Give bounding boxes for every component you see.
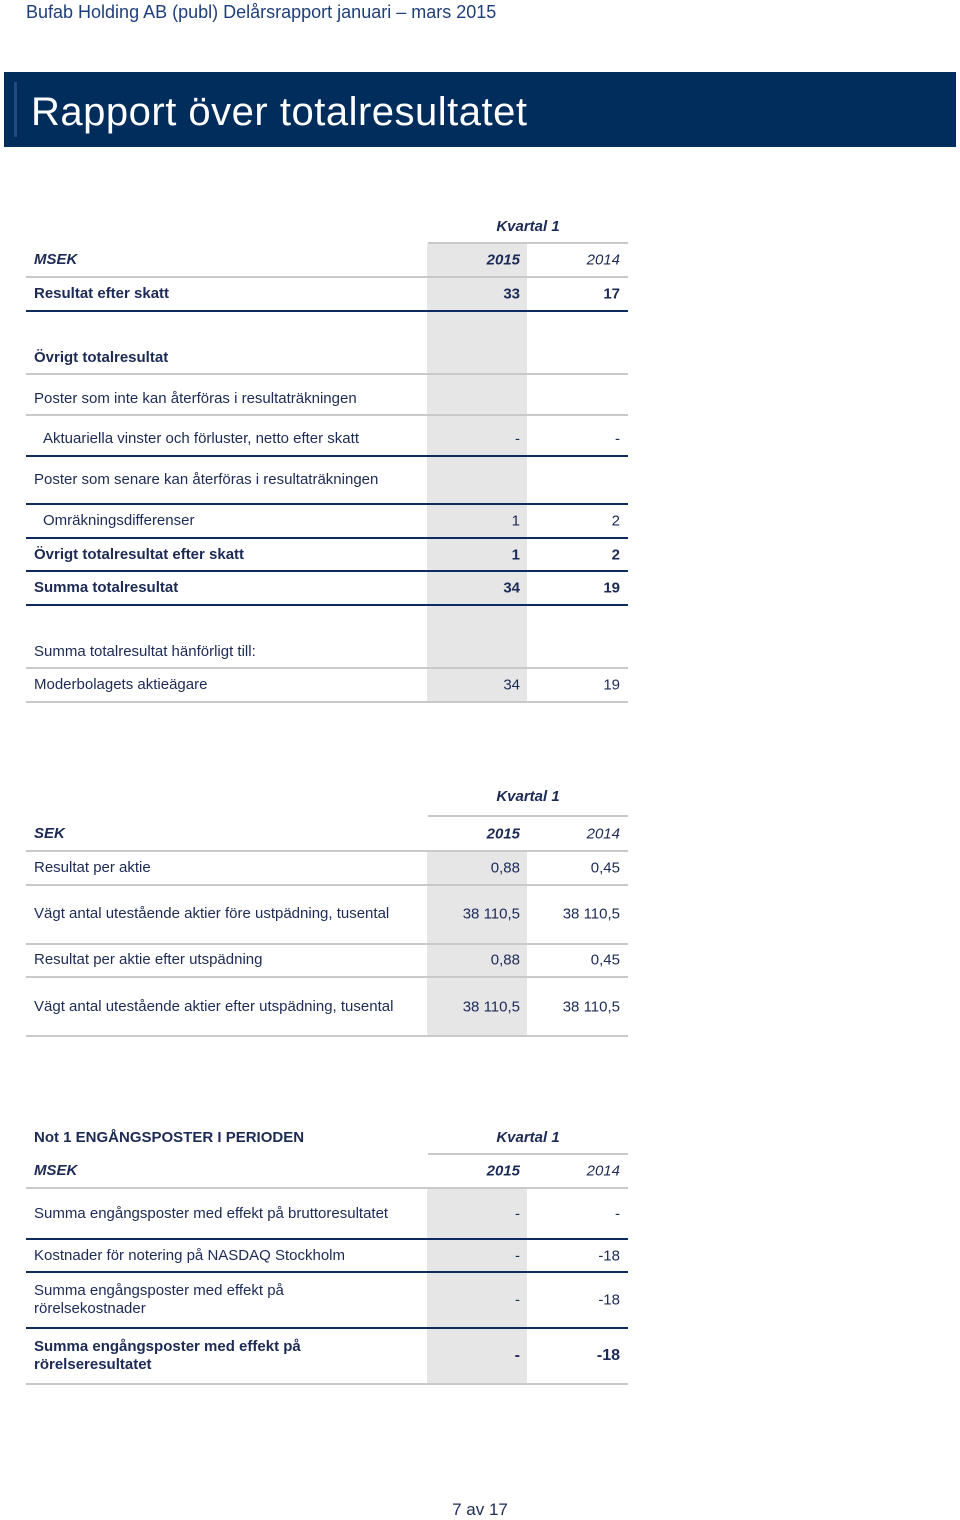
row-label: Summa totalresultat hänförligt till: xyxy=(34,643,256,660)
value-2014: -18 xyxy=(596,1347,620,1364)
row-label: Vägt antal utestående aktier efter utspädning, tusental xyxy=(34,998,394,1015)
page-header: Bufab Holding AB (publ) Delårsrapport januari – mars 2015 xyxy=(26,2,497,22)
table-row xyxy=(26,1274,628,1326)
period-header: Kvartal 1 xyxy=(496,218,560,235)
row-label: Resultat per aktie efter utspädning xyxy=(34,951,263,968)
row-label: Summa totalresultat xyxy=(34,579,179,596)
column-header-2015: 2015 xyxy=(486,825,520,843)
unit-label: MSEK xyxy=(34,1162,78,1179)
divider xyxy=(26,414,628,416)
table-row xyxy=(26,637,628,667)
unit-label: MSEK xyxy=(34,251,78,268)
value-2015: - xyxy=(514,1347,520,1364)
value-2015: - xyxy=(515,1247,520,1265)
row-label: Vägt antal utestående aktier före ustpädning, tusental xyxy=(34,905,390,922)
row-label: Moderbolagets aktieägare xyxy=(34,676,208,693)
divider xyxy=(26,1238,628,1240)
note-title: Not 1 ENGÅNGSPOSTER I PERIODEN xyxy=(34,1129,305,1146)
value-2014: -18 xyxy=(598,1247,620,1265)
value-2014: 17 xyxy=(603,285,620,303)
value-2015: 34 xyxy=(503,579,520,597)
table-row xyxy=(26,465,628,495)
divider xyxy=(26,1035,628,1037)
row-label: Kostnader för notering på NASDAQ Stockholm xyxy=(34,1247,345,1264)
value-2014: -18 xyxy=(598,1291,620,1309)
row-label: Summa engångsposter med effekt på rörelseresultatet xyxy=(34,1338,301,1373)
divider xyxy=(26,310,628,312)
row-label: Aktuariella vinster och förluster, netto efter skatt xyxy=(43,430,359,447)
table-row xyxy=(26,540,628,570)
value-2014: 19 xyxy=(603,579,620,597)
value-2014: 2 xyxy=(611,546,620,564)
value-2014: 38 110,5 xyxy=(562,905,620,923)
divider xyxy=(26,1187,628,1189)
divider xyxy=(26,1327,628,1329)
divider xyxy=(26,276,628,278)
divider xyxy=(26,667,628,669)
value-2015: - xyxy=(515,430,520,448)
page-number: 7 av 17 xyxy=(452,1500,508,1519)
value-2014: - xyxy=(615,1205,620,1223)
row-label: Omräkningsdifferenser xyxy=(43,512,195,529)
divider xyxy=(26,1271,628,1273)
value-2015: 38 110,5 xyxy=(462,905,520,923)
row-label: Resultat efter skatt xyxy=(34,285,170,302)
title-banner xyxy=(4,72,956,147)
column-header-2015: 2015 xyxy=(486,1162,520,1180)
table-row xyxy=(26,424,628,454)
divider xyxy=(26,604,628,606)
value-2014: 0,45 xyxy=(590,859,620,877)
divider xyxy=(26,570,628,572)
divider xyxy=(428,1153,628,1155)
unit-label: SEK xyxy=(34,825,65,842)
divider xyxy=(26,537,628,539)
value-2015: 34 xyxy=(503,676,520,694)
table-row xyxy=(26,506,628,536)
table-row xyxy=(26,1330,628,1382)
divider xyxy=(428,815,628,817)
row-label: Summa engångsposter med effekt på rörelsekostnader xyxy=(34,1282,284,1317)
row-label: Resultat per aktie xyxy=(34,859,151,876)
period-header: Kvartal 1 xyxy=(496,1129,560,1146)
table-row xyxy=(26,670,628,700)
value-2015: 0,88 xyxy=(490,951,520,969)
table-row xyxy=(26,1199,628,1229)
divider xyxy=(26,976,628,978)
table-row xyxy=(26,992,628,1022)
divider xyxy=(26,884,628,886)
divider xyxy=(26,1383,628,1385)
column-header-2014: 2014 xyxy=(586,1162,620,1180)
value-2014: 0,45 xyxy=(590,951,620,969)
table-row xyxy=(26,279,628,309)
value-2015: 0,88 xyxy=(490,859,520,877)
table-row xyxy=(26,899,628,929)
value-2015: - xyxy=(515,1291,520,1309)
row-label: Summa engångsposter med effekt på bruttoresultatet xyxy=(34,1205,389,1222)
row-label: Poster som senare kan återföras i resultaträkningen xyxy=(34,471,379,488)
table-row xyxy=(26,384,628,414)
value-2015: 1 xyxy=(511,512,520,530)
table-row xyxy=(26,853,628,883)
value-2015: 38 110,5 xyxy=(462,998,520,1016)
divider xyxy=(428,242,628,244)
value-2014: 2 xyxy=(611,512,620,530)
column-header-row xyxy=(26,245,628,275)
table-row xyxy=(26,945,628,975)
divider xyxy=(26,850,628,852)
value-2015: - xyxy=(515,1205,520,1223)
value-2015: 33 xyxy=(503,285,520,303)
value-2014: 38 110,5 xyxy=(562,998,620,1016)
table-row xyxy=(26,573,628,603)
column-header-2014: 2014 xyxy=(586,825,620,843)
page-title: Rapport över totalresultatet xyxy=(31,90,528,134)
row-label: Övrigt totalresultat xyxy=(34,349,169,366)
column-header-2015: 2015 xyxy=(486,251,520,269)
row-label: Övrigt totalresultat efter skatt xyxy=(34,546,245,563)
divider xyxy=(26,373,628,375)
banner-accent-bar xyxy=(14,82,17,137)
value-2015: 1 xyxy=(511,546,520,564)
table-row xyxy=(26,343,628,373)
period-header: Kvartal 1 xyxy=(496,788,560,805)
value-2014: - xyxy=(615,430,620,448)
divider xyxy=(26,503,628,505)
row-label: Poster som inte kan återföras i resultaträkningen xyxy=(34,390,357,407)
column-header-row xyxy=(26,1156,628,1186)
column-header-row xyxy=(26,819,628,849)
divider xyxy=(26,701,628,703)
value-2014: 19 xyxy=(603,676,620,694)
table-row xyxy=(26,1241,628,1271)
divider xyxy=(26,455,628,457)
column-header-2014: 2014 xyxy=(586,251,620,269)
